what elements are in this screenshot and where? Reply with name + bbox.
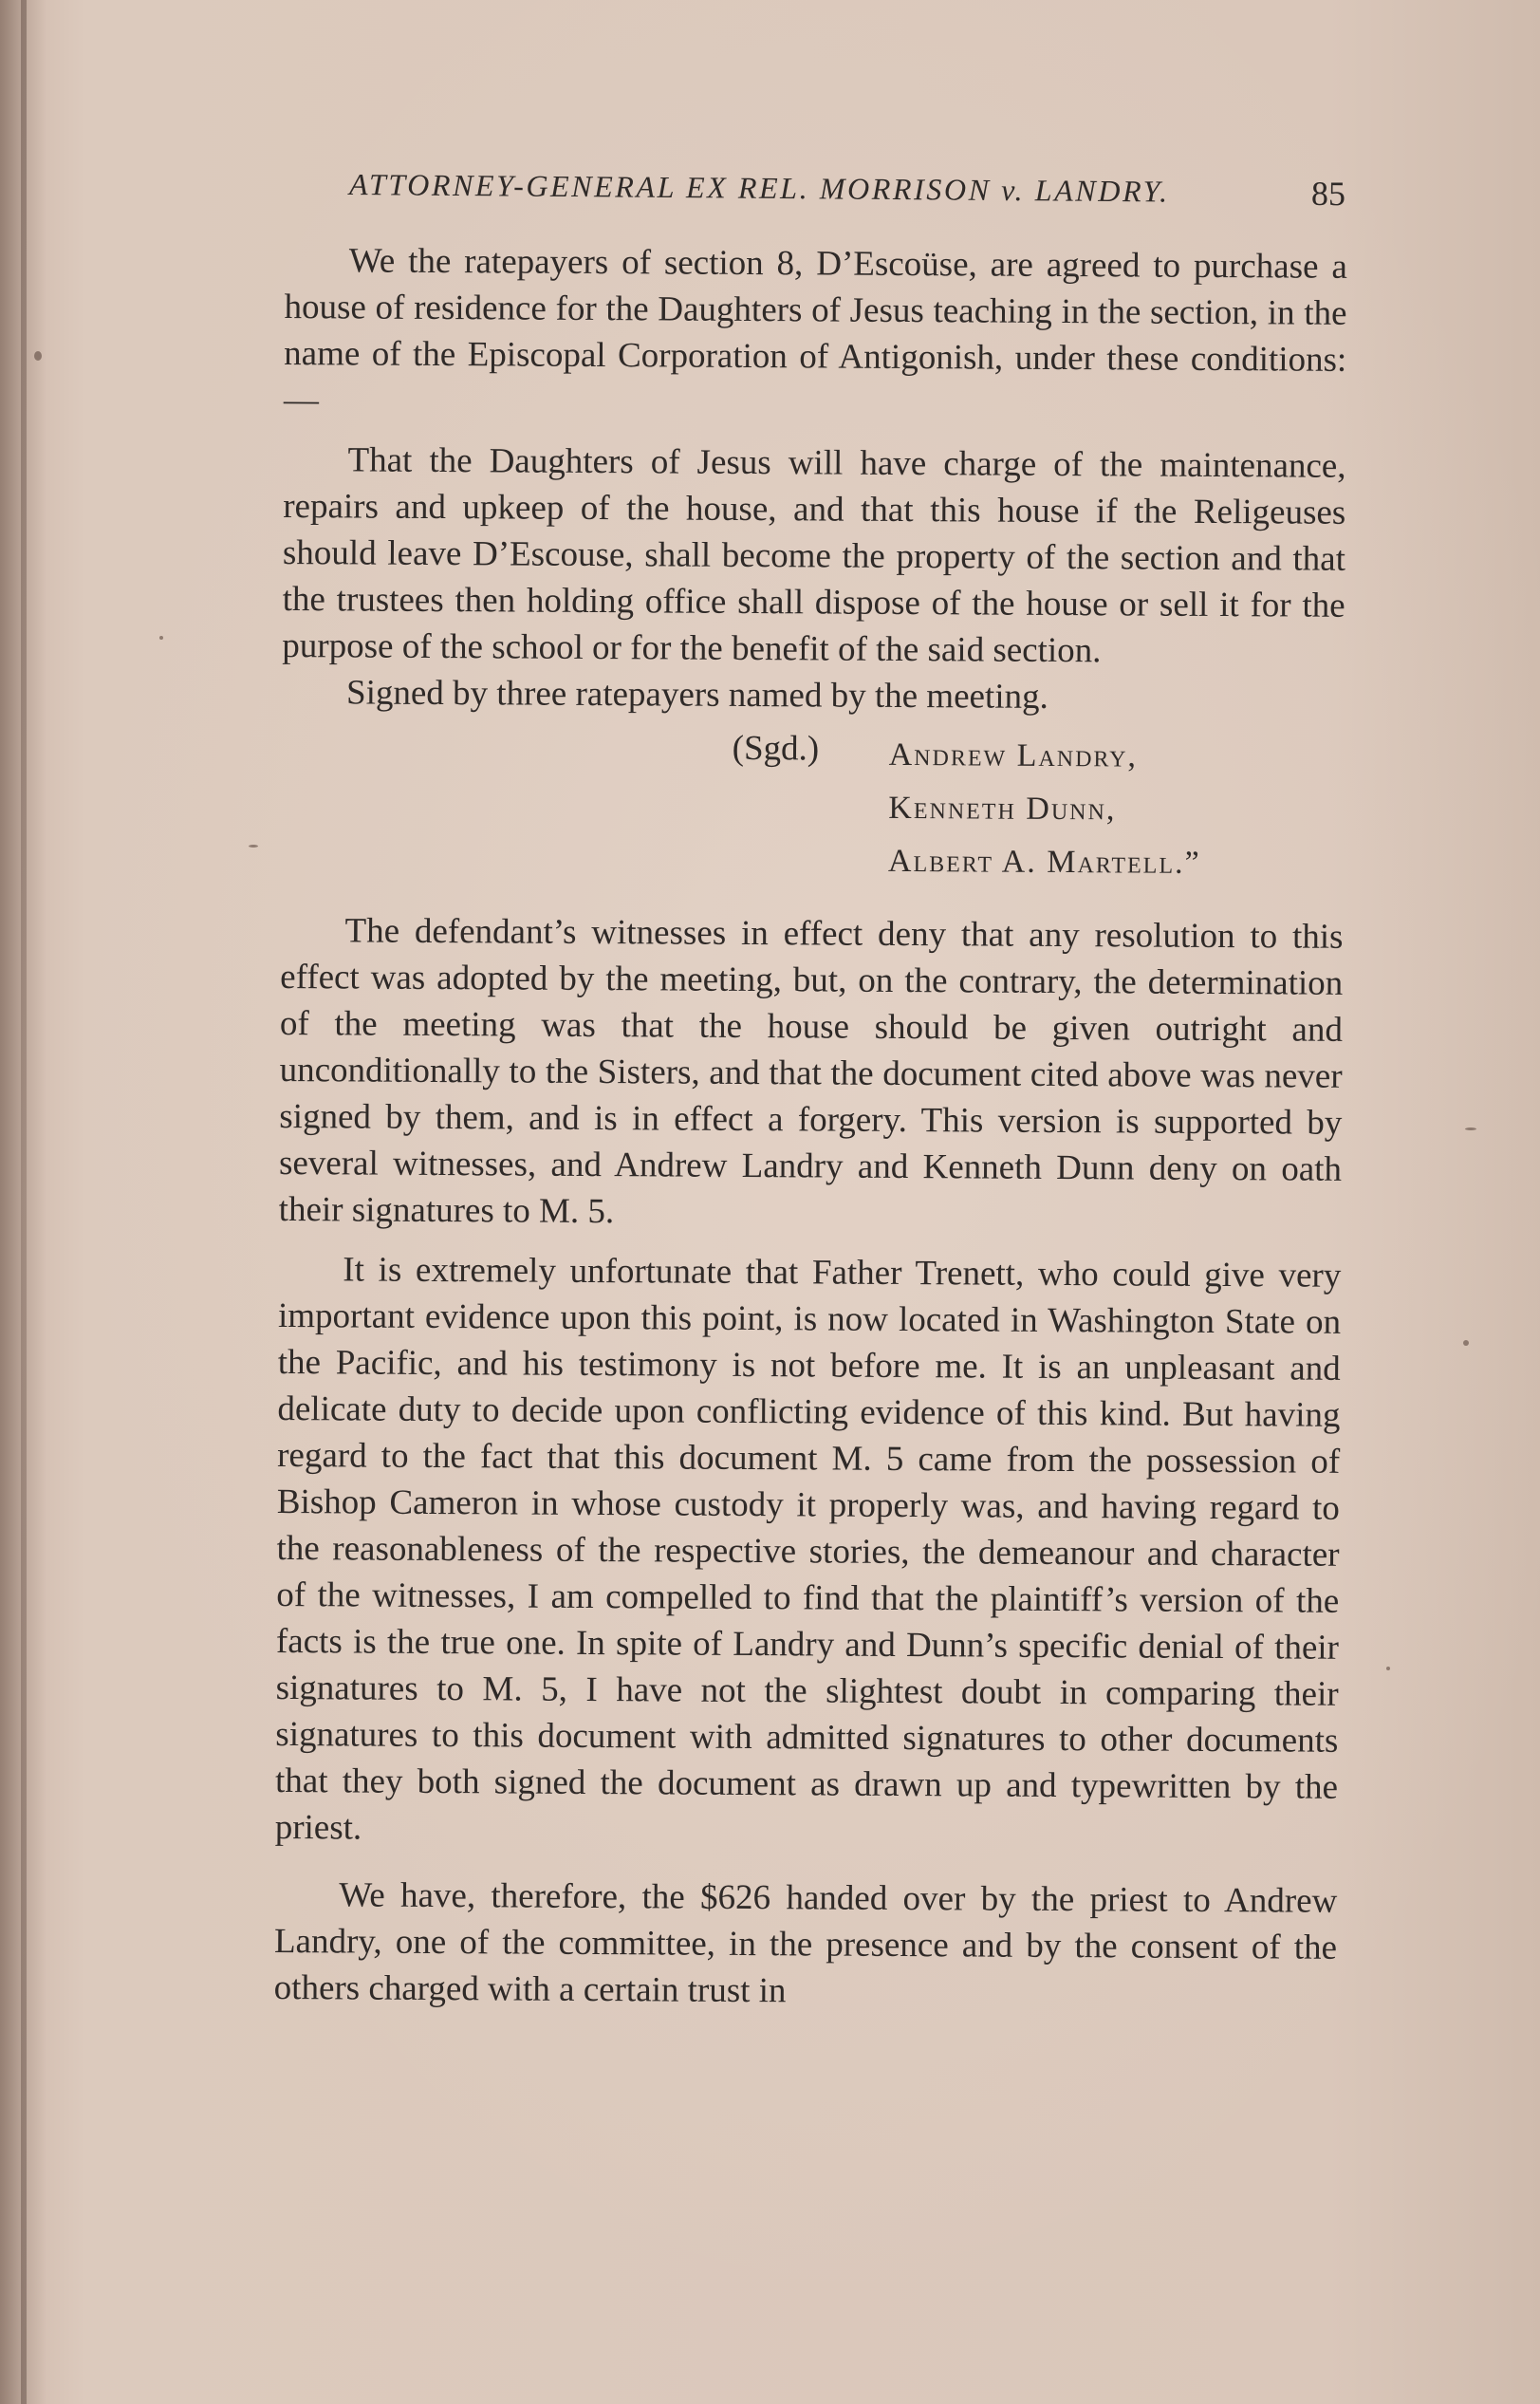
paper-speck xyxy=(1386,1667,1390,1670)
body-text xyxy=(274,237,1347,2018)
finding-paragraph: It is extremely unfortunate that Father Trenett, who could give very important evidence upon this point, is now located in Washington State on the Pacific, and his testimony is not before me. It is an unpleasant and delicate duty to decide upon conflicting evidence of this kind. But having regard to the fact that this document M. 5 came from the possession of Bishop Cameron in whose custody it properly was, and having regard to the reasonableness of the respective stories, the demeanour and character of the witnesses, I am compelled to find that the plaintiff’s version of the facts is the true one. In spite of Landry and Dunn’s specific denial of their signatures to M. 5, I have not the slightest doubt in comparing their signatures to this document with admitted signatures to other documents that they both signed the document as drawn up and typewritten by the priest. xyxy=(274,1250,1342,1848)
signed-by-line: Signed by three ratepayers named by the meeting. xyxy=(345,673,1048,717)
binding-gutter xyxy=(21,0,27,2404)
page-number: 85 xyxy=(1310,174,1346,214)
conditions-paragraph: That the Daughters of Jesus will have charge of the maintenance, repairs and upkeep of the house, and that this house if the Religeuses should leave D’Escouse, shall become the property of the section and that the trustees then holding office shall dispose of the house or sell it for the purpose of the school or for the benefit of the said section. xyxy=(282,440,1346,671)
sgd-label: (Sgd.) xyxy=(732,728,820,769)
paper-speck xyxy=(249,845,258,848)
signature-block xyxy=(281,725,1345,893)
paper-speck xyxy=(1465,1127,1476,1130)
signatory-name: Kenneth Dunn, xyxy=(888,790,1117,828)
running-head xyxy=(349,159,1355,225)
defendant-witnesses-paragraph: The defendant’s witnesses in effect deny that any resolution to this effect was adopted by the meeting, but, on the contrary, the determination of the meeting was that the house should be given outright and unconditionally to the Sisters, and that the document cited above was never signed by them, and is in effect a forgery. This version is supported by several witnesses, and Andrew Landry and Kenneth Dunn deny on oath their signatures to M. 5. xyxy=(278,911,1344,1232)
signatory-name: Andrew Landry, xyxy=(888,736,1139,774)
trust-paragraph: We have, therefore, the $626 handed over by the priest to Andrew Landry, one of the committee, in the presence and by the consent of the others charged with a certain trust in xyxy=(273,1875,1338,2011)
paper-speck xyxy=(34,351,42,361)
signatory-list xyxy=(888,729,1202,890)
paper-speck xyxy=(159,636,163,640)
resolution-paragraph: We the ratepayers of section 8, D’Escoüse, are agreed to purchase a house of residence for the Daughters of Jesus teaching in the section, in the name of the Episcopal Corporation of Antigonish, under these conditions:— xyxy=(283,241,1347,420)
paper-speck xyxy=(1463,1340,1469,1346)
running-title: ATTORNEY-GENERAL EX REL. MORRISON v. LANDRY. xyxy=(348,167,1170,209)
signatory-name: Albert A. Martell.” xyxy=(887,843,1201,881)
